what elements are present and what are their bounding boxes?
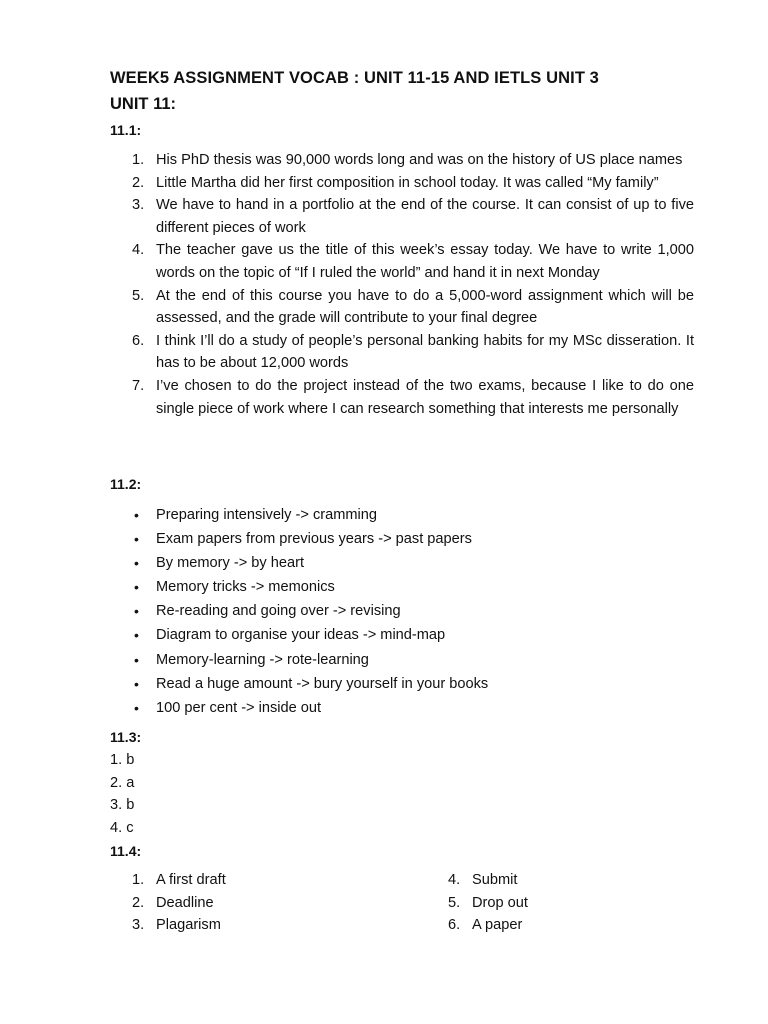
- answer-list-11-3: [110, 749, 134, 839]
- section-heading-11-1: 11.1:: [110, 122, 142, 138]
- item-number: 4.: [132, 242, 145, 259]
- left-column: [110, 869, 226, 937]
- list-item: [110, 194, 694, 239]
- document-title: WEEK5 ASSIGNMENT VOCAB : UNIT 11-15 AND IETLS UNIT 3: [110, 69, 599, 87]
- answer-item: 3. b: [110, 797, 135, 814]
- item-text: A paper: [472, 917, 523, 934]
- list-item: [110, 285, 694, 330]
- list-item: [110, 551, 694, 575]
- bullet-icon: •: [134, 507, 139, 523]
- bullet-icon: •: [134, 555, 139, 572]
- item-number: 6.: [132, 332, 145, 349]
- bullet-list-11-2: [110, 503, 694, 720]
- item-text: We have to hand in a portfolio at the end of the course. It can consist of up to five different pieces of work: [156, 197, 694, 236]
- item-number: 5.: [132, 287, 145, 304]
- list-item: [426, 892, 528, 915]
- bullet-icon: •: [134, 603, 139, 620]
- item-text: Submit: [472, 872, 518, 888]
- item-text: Memory tricks -> memonics: [156, 579, 335, 596]
- answer-item: 2. a: [110, 774, 135, 791]
- item-text: I’ve chosen to do the project instead of the two exams, because I like to do one single piece of work where I can research something that interests me personally: [156, 377, 694, 417]
- item-text: Exam papers from previous years -> past papers: [156, 531, 472, 548]
- item-text: Deadline: [156, 894, 214, 911]
- item-text: The teacher gave us the title of this week’s essay today. We have to write 1,000 words on the topic of “If I ruled the world” and hand it in next Monday: [156, 242, 694, 281]
- item-text: 100 per cent -> inside out: [156, 699, 322, 716]
- bullet-icon: •: [134, 579, 139, 596]
- section-heading-11-2: 11.2:: [110, 476, 142, 492]
- bullet-icon: •: [134, 651, 139, 668]
- list-item: [110, 696, 694, 720]
- item-text: A first draft: [156, 872, 226, 888]
- item-text: At the end of this course you have to do a 5,000-word assignment which will be assessed, and the grade will contribute to your final degree: [156, 287, 694, 327]
- item-number: 3.: [132, 197, 145, 214]
- list-item: [110, 869, 226, 892]
- list-item: [110, 375, 694, 420]
- section-heading-11-3: 11.3:: [110, 729, 142, 745]
- item-text: Preparing intensively -> cramming: [156, 507, 378, 523]
- item-number: 7.: [132, 377, 145, 394]
- list-item: [110, 623, 694, 647]
- item-text: Little Martha did her first composition in school today. It was called “My family”: [156, 174, 659, 191]
- list-item: [426, 869, 528, 892]
- bullet-icon: •: [134, 675, 139, 692]
- bullet-icon: •: [134, 531, 139, 548]
- list-item: [110, 892, 226, 915]
- item-number: 1.: [132, 152, 145, 168]
- item-number: 5.: [448, 894, 461, 911]
- unit-heading: UNIT 11:: [110, 95, 177, 113]
- bullet-icon: •: [134, 699, 139, 716]
- item-number: 2.: [132, 174, 145, 191]
- item-number: 6.: [448, 917, 461, 934]
- item-text: Read a huge amount -> bury yourself in your books: [156, 675, 489, 692]
- list-item: [426, 914, 528, 937]
- item-text: Drop out: [472, 894, 528, 911]
- right-column: [426, 869, 528, 937]
- item-text: I think I’ll do a study of people’s personal banking habits for my MSc disseration. It has to be about 12,000 words: [156, 332, 694, 372]
- item-number: 2.: [132, 894, 145, 911]
- item-text: Plagarism: [156, 917, 221, 934]
- item-number: 1.: [132, 872, 145, 888]
- item-number: 4.: [448, 872, 461, 888]
- list-item: [110, 503, 694, 527]
- list-item: [110, 149, 694, 172]
- list-item: [110, 599, 694, 623]
- item-text: Diagram to organise your ideas -> mind-map: [156, 627, 446, 644]
- numbered-list-11-1: [110, 149, 694, 420]
- list-item: [110, 527, 694, 551]
- answer-item: 1. b: [110, 752, 135, 768]
- list-item: [110, 239, 694, 284]
- item-text: Memory-learning -> rote-learning: [156, 651, 369, 668]
- list-item: [110, 172, 694, 195]
- list-item: [110, 914, 226, 937]
- item-text: His PhD thesis was 90,000 words long and was on the history of US place names: [156, 152, 683, 168]
- section-heading-11-4: 11.4:: [110, 843, 142, 859]
- bullet-icon: •: [134, 627, 139, 644]
- item-text: Re-reading and going over -> revising: [156, 603, 401, 620]
- list-item: [110, 672, 694, 696]
- item-text: By memory -> by heart: [156, 555, 305, 572]
- list-item: [110, 648, 694, 672]
- list-item: [110, 330, 694, 375]
- item-number: 3.: [132, 917, 145, 934]
- answer-item: 4. c: [110, 819, 134, 836]
- list-item: [110, 575, 694, 599]
